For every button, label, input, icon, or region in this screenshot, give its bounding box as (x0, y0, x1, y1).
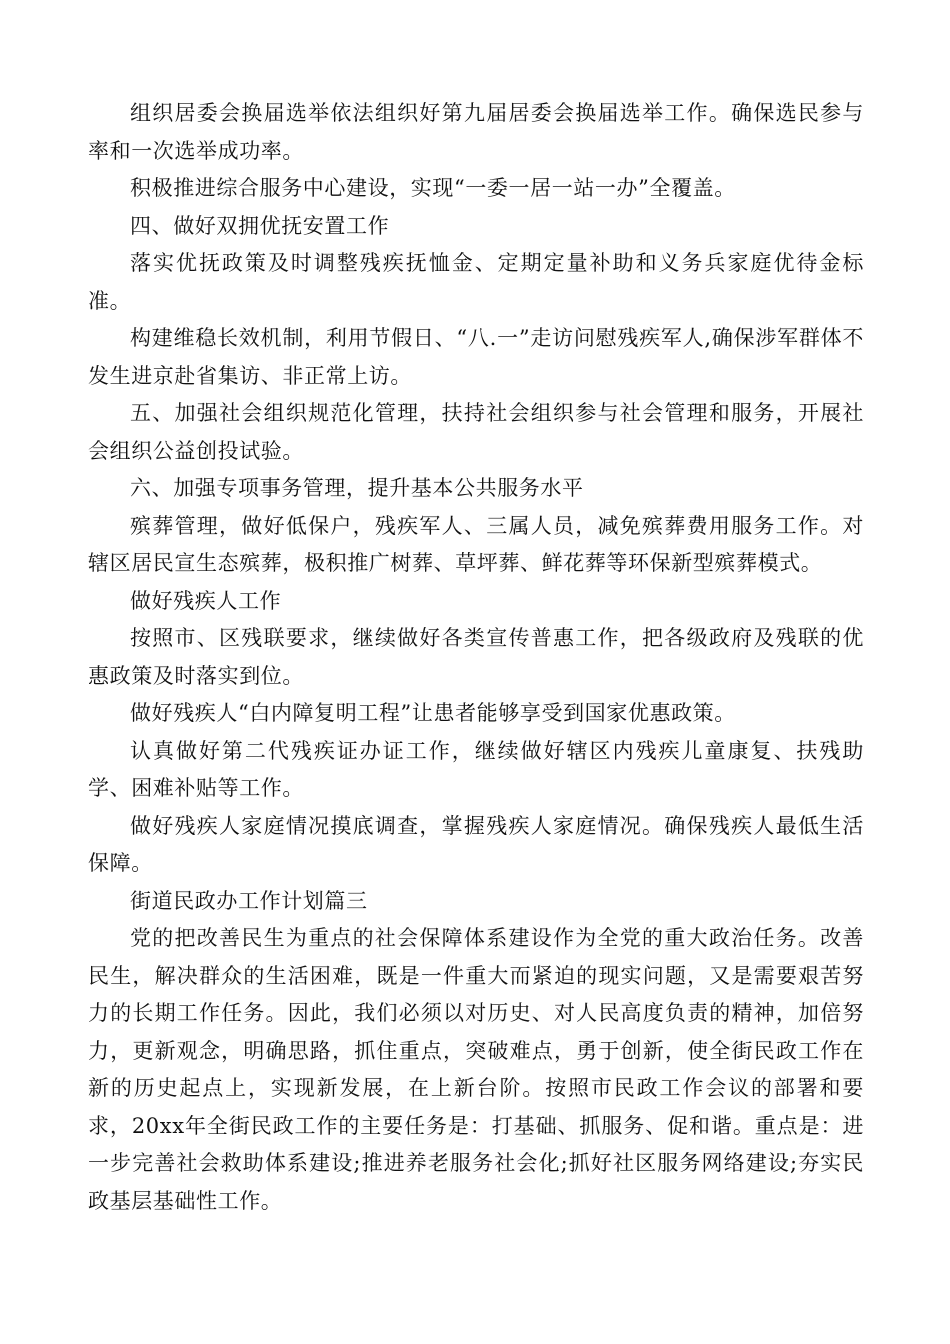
paragraph-family-survey: 做好残疾人家庭情况摸底调查，掌握残疾人家庭情况。确保残疾人最低生活保障。 (88, 813, 864, 875)
section-heading-5: 五、加强社会组织规范化管理，扶持社会组织参与社会管理和服务，开展社会组织公益创投试验。 (88, 401, 864, 463)
subheading-disabled-work: 做好残疾人工作 (130, 588, 282, 613)
paragraph-service-center: 积极推进综合服务中心建设，实现“一委一居一站一办”全覆盖。 (130, 176, 736, 200)
section-heading-6: 六、加强专项事务管理，提升基本公共服务水平 (130, 476, 584, 500)
document-body (88, 95, 864, 1220)
paragraph-disability-federation: 按照市、区残联要求，继续做好各类宣传普惠工作，把各级政府及残联的优惠政策及时落实到位。 (88, 626, 864, 688)
paragraph-election: 组织居委会换届选举依法组织好第九届居委会换届选举工作。确保选民参与率和一次选举成功率。 (88, 101, 864, 163)
paragraph-social-security: 党的把改善民生为重点的社会保障体系建设作为全党的重大政治任务。改善民生，解决群众的生活困难，既是一件重大而紧迫的现实问题，又是需要艰苦努力的长期工作任务。因此，我们必须以对历史、对人民高度负责的精神，加倍努力，更新观念，明确思路，抓住重点，突破难点，勇于创新，使全街民政工作在新的历史起点上，实现新发展，在上新台阶。按照市民政工作会议的部署和要求，20xx年全街民政工作的主要任务是：打基础、抓服务、促和谐。重点是：进一步完善社会救助体系建设;推进养老服务社会化;抓好社区服务网络建设;夯实民政基层基础性工作。 (88, 926, 864, 1213)
paragraph-pension-policy: 落实优抚政策及时调整残疾抚恤金、定期定量补助和义务兵家庭优待金标准。 (88, 251, 864, 313)
paragraph-cataract-project: 做好残疾人“白内障复明工程”让患者能够享受到国家优惠政策。 (130, 701, 736, 725)
section-title-part-3: 街道民政办工作计划篇三 (130, 888, 368, 913)
section-heading-4: 四、做好双拥优抚安置工作 (130, 213, 390, 238)
paragraph-funeral-management: 殡葬管理，做好低保户，残疾军人、三属人员，减免殡葬费用服务工作。对辖区居民宣生态殡葬，极积推广树葬、草坪葬、鲜花葬等环保新型殡葬模式。 (88, 513, 864, 575)
paragraph-stability-mechanism: 构建维稳长效机制，利用节假日、“八.一”走访问慰残疾军人,确保涉军群体不发生进京赴省集访、非正常上访。 (88, 326, 864, 388)
paragraph-disability-certificate: 认真做好第二代残疾证办证工作，继续做好辖区内残疾儿童康复、扶残助学、困难补贴等工作。 (88, 738, 864, 800)
